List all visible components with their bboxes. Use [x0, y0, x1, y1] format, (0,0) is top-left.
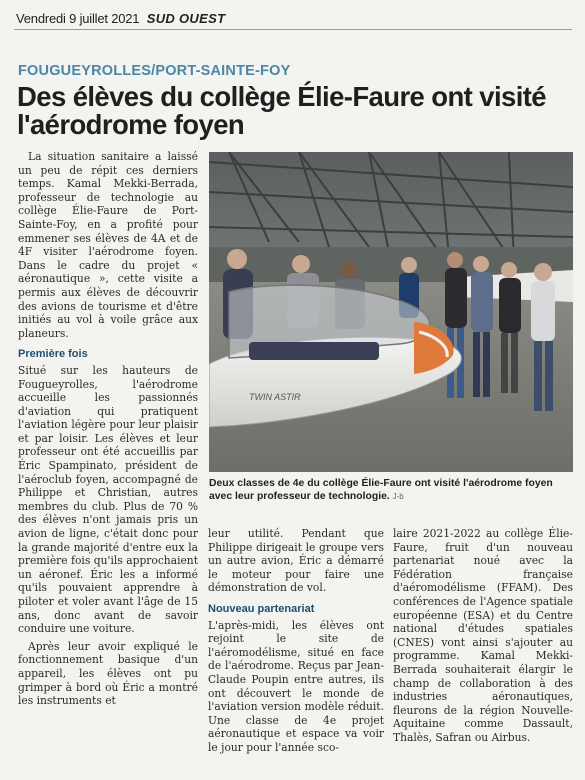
- article-paragraph: laire 2021-2022 au collège Élie-Faure, fruit d'un nouveau partenariat noué avec la Fédération française d'aéromodélisme (FFAM). Des conférences de l'Agence spatiale européenne (ESA) et du Centre national d'études spatiales (CNES) vont ainsi s'ajouter au programme. Kamal Mekki-Berrada souhaiterait élargir le champ de collaboration à des industries aéronautiques, fleurons de la région Nouvelle-Aquitaine comme Dassault, Thalès, Safran ou Airbus.: [393, 527, 573, 744]
- article-photo: [209, 152, 573, 472]
- page-header: [16, 11, 225, 26]
- article-subhead: Première fois: [18, 348, 88, 361]
- article-paragraph: leur utilité. Pendant que Philippe dirigeait le groupe vers un autre avion, Éric a démarré le moteur pour faire une démonstration de vol.: [208, 527, 384, 595]
- header-divider: [14, 29, 572, 30]
- newspaper-name: SUD OUEST: [146, 11, 226, 26]
- article-location-kicker: FOUGUEYROLLES/PORT-SAINTE-FOY: [18, 63, 291, 79]
- article-paragraph: L'après-midi, les élèves ont rejoint le site de l'aéromodélisme, situé en face de l'aérodrome. Reçus par Jean-Claude Poupin entre autres, ils ont découvert le monde de l'aviation version modèle réduit. Une classe de 4e projet aéronautique et espace va voir le jour pour l'année sco-: [208, 618, 384, 754]
- article-paragraph: Situé sur les hauteurs de Fougueyrolles, l'aérodrome accueille les passionnés d'aviation qui pratiquent l'aviation légère pour leur plaisir et par loisir. Les élèves et leur professeur ont été accueillis par Éric Spampinato, président de l'aéroclub foyen, accompagné de Philippe et Christian, autres membres du club. Plus de 70 % des élèves n'ont jamais pris un avion de ligne, c'était donc pour la grande majorité d'entre eux la première fois qu'ils approchaient un aéronef. Éric les a informé qu'ils pouvaient apprendre à piloter et voler avant l'âge de 15 ans, donc avant de savoir conduire une voiture.: [18, 363, 198, 636]
- hangar-photo-illustration: [209, 152, 573, 472]
- article-column-1: [18, 150, 198, 708]
- article-column-2: [208, 527, 384, 755]
- photo-credit: J-b: [392, 492, 404, 501]
- caption-text: Deux classes de 4e du collège Élie-Faure ont visité l'aérodrome foyen avec leur professeur de technologie.: [209, 478, 553, 502]
- article-paragraph: Après leur avoir expliqué le fonctionnement basique d'un appareil, les élèves ont pu grimper à bord où Éric a montré les instruments et: [18, 639, 198, 708]
- glider-registration-text: TWIN ASTIR: [249, 392, 301, 402]
- article-headline: Des élèves du collège Élie-Faure ont visité l'aérodrome foyen: [17, 81, 546, 140]
- article-column-3: [393, 527, 573, 745]
- photo-caption: [209, 477, 575, 503]
- issue-date: Vendredi 9 juillet 2021: [16, 11, 140, 26]
- article-paragraph: La situation sanitaire a laissé un peu de répit ces derniers temps. Kamal Mekki-Berrada, professeur de technologie au collège Élie-Faure de Port-Sainte-Foy, en a profité pour emmener ses élèves de 4A et de 4F visiter l'aérodrome foyen. Dans le cadre du projet « aéronautique », cette visite a permis aux élèves de découvrir des avions de tourisme et d'être initiés au vol à voile grâce aux planeurs.: [18, 150, 198, 340]
- article-subhead: Nouveau partenariat: [208, 602, 315, 615]
